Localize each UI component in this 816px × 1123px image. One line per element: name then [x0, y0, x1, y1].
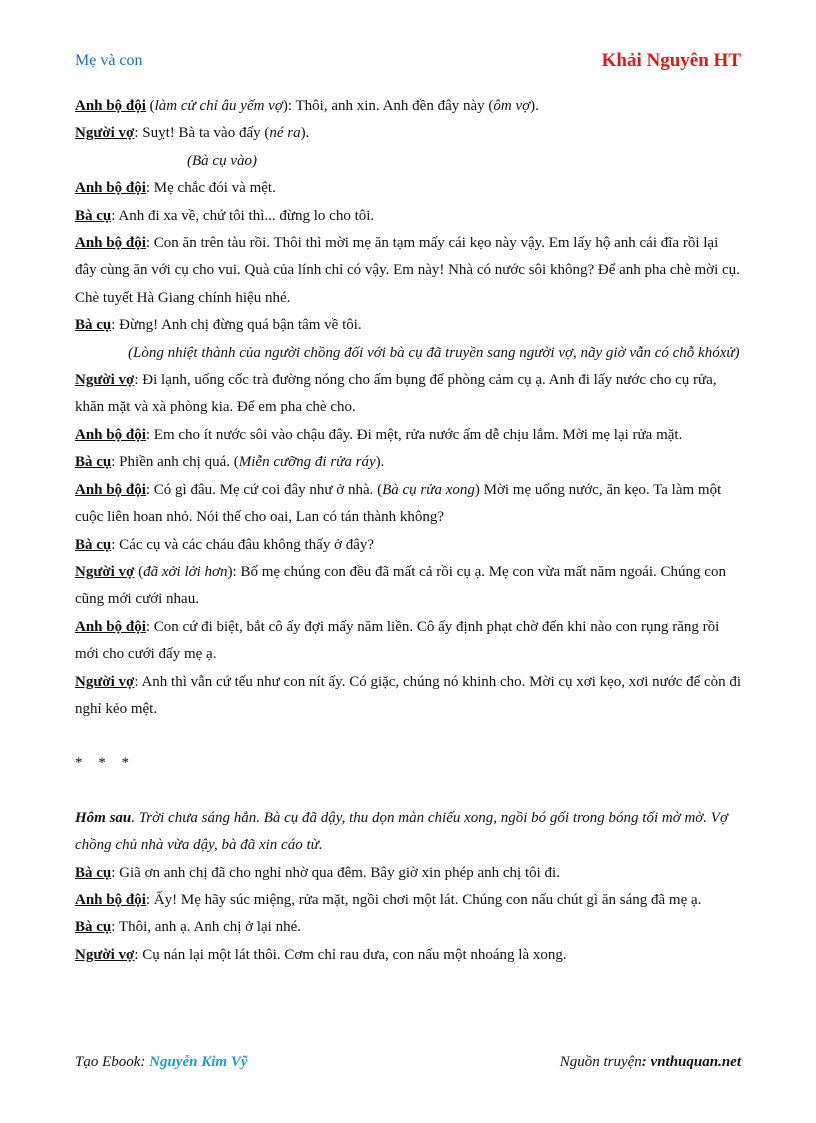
section-separator: * * *: [75, 755, 129, 772]
dialogue-line: [75, 175, 743, 202]
stage-direction: . Trời chưa sáng hẳn. Bà cụ đã dậy, thu dọn màn chiếu xong, ngồi bó gối trong bóng tối mờ mờ. Vợ chồng chủ nhà vừa dậy, bà đã xin cáo từ.: [75, 809, 728, 854]
dialogue-line: [75, 93, 743, 120]
line-text: : Phiền anh chị quá. (: [111, 454, 239, 471]
separator: :: [140, 1054, 150, 1070]
speaker: Anh bộ đội: [75, 180, 146, 197]
dialogue-line: [75, 367, 743, 422]
dialogue-line: [75, 860, 743, 887]
speaker: Bà cụ: [75, 454, 112, 471]
line-text: : Có gì đâu. Mẹ cứ coi đây như ở nhà. (: [145, 481, 383, 498]
line-text: : Suỵt! Bà ta vào đấy (: [134, 125, 270, 142]
dialogue-line: [75, 203, 743, 230]
speaker: Bà cụ: [75, 317, 112, 334]
dialogue-line: [75, 669, 743, 724]
speaker: Anh bộ đội: [75, 618, 146, 635]
document-body: [75, 93, 743, 969]
stage-direction-line: [75, 340, 743, 367]
line-text: : Anh đi xa về, chứ tôi thì... đừng lo cho tôi.: [111, 207, 375, 224]
line-text: : Anh thì vẫn cứ tếu như con nít ấy. Có giặc, chúng nó khinh cho. Mời cụ xơi kẹo, xơi nước để còn đi nghỉ kẻo mệt.: [75, 673, 742, 717]
line-text: ).: [375, 454, 385, 471]
source-site[interactable]: vnthuquan.net: [650, 1054, 741, 1070]
speaker: Bà cụ: [75, 207, 112, 224]
line-text: ) Mời mẹ uống nước, ăn kẹo. Ta làm một cuộc liên hoan nhỏ. Nói thế cho oai, Lan có tán thành không?: [75, 481, 722, 526]
dialogue-line: [75, 887, 743, 914]
dialogue-line: [75, 230, 743, 312]
line-text: ).: [300, 125, 310, 142]
line-text: : Đi lạnh, uống cốc trà đường nóng cho ấm bụng để phòng cảm cụ ạ. Anh đi lấy nước cho cụ rửa, khăn mặt và xà phòng kia. Để em pha chè cho.: [75, 372, 717, 416]
line-text: : Em cho ít nước sôi vào chậu đây. Đi mệt, rửa nước ấm dễ chịu lắm. Mời mẹ lại rửa mặt.: [145, 426, 683, 443]
dialogue-line: [75, 614, 743, 669]
stage-direction: né ra: [269, 125, 301, 142]
header-title: Mẹ và con: [75, 52, 143, 69]
narration-lead: Hôm sau: [75, 809, 132, 826]
speaker: Người vợ: [75, 372, 135, 389]
stage-direction: (Bà cụ vào): [187, 152, 257, 169]
dialogue-line: [75, 312, 743, 339]
speaker: Anh bộ đội: [75, 426, 146, 443]
header-author: Khải Nguyên HT: [601, 50, 741, 71]
stage-direction: ôm vợ: [493, 98, 531, 114]
line-text: : Cụ nán lại một lát thôi. Cơm chỉ rau dưa, con nấu một nhoáng là xong.: [134, 946, 567, 963]
line-text: (: [134, 563, 144, 580]
speaker: Người vợ: [75, 125, 135, 142]
speaker: Anh bộ đội: [75, 891, 146, 908]
speaker: Anh bộ đội: [75, 481, 146, 498]
line-text: : Giã ơn anh chị đã cho nghỉ nhờ qua đêm. Bây giờ xin phép anh chị tôi đi.: [111, 864, 560, 881]
dialogue-line: [75, 942, 743, 969]
speaker: Anh bộ đội: [75, 235, 146, 252]
speaker: Người vợ: [75, 946, 135, 963]
source-credit: [560, 1054, 741, 1071]
stage-direction: làm cử chỉ âu yếm vợ: [154, 98, 283, 114]
line-text: : Thôi, anh ạ. Anh chị ở lại nhé.: [111, 919, 301, 936]
stage-direction: Miễn cưỡng đi rửa ráy: [238, 454, 376, 471]
stage-direction: Bà cụ rửa xong: [382, 481, 475, 498]
dialogue-line: [75, 422, 743, 449]
ebook-credit: [75, 1054, 248, 1071]
line-text: ).: [530, 98, 539, 114]
narration-line: [75, 805, 743, 860]
speaker: Bà cụ: [75, 536, 112, 553]
line-text: ): Bố mẹ chúng con đều đã mất cả rồi cụ ạ. Mẹ con vừa mất năm ngoái. Chúng con cũng mới cưới nhau.: [75, 563, 726, 608]
stage-direction-line: [75, 148, 743, 175]
line-text: : Đừng! Anh chị đừng quá bận tâm về tôi.: [111, 317, 362, 334]
line-text: : Mẹ chắc đói và mệt.: [145, 180, 276, 197]
separator: :: [641, 1054, 651, 1070]
dialogue-line: [75, 914, 743, 941]
speaker: Người vợ: [75, 563, 135, 580]
line-text: : Con ăn trên tàu rồi. Thôi thì mời mẹ ăn tạm mấy cái kẹo này vậy. Em lấy hộ anh cái đĩa rồi lại đây cùng ăn với cụ cho vui. Quà của lính chỉ có vậy. Em này! Nhà có nước sôi không? Để anh pha chè mời cụ. Chè tuyết Hà Giang chính hiệu nhé.: [75, 235, 740, 306]
speaker: Bà cụ: [75, 864, 112, 881]
dialogue-line: [75, 477, 743, 532]
line-text: ): Thôi, anh xin. Anh đền đây này (: [282, 98, 494, 114]
line-text: : Các cụ và các cháu đâu không thấy ở đây?: [111, 536, 375, 553]
dialogue-line: [75, 559, 743, 614]
line-text: (: [145, 98, 155, 114]
speaker: Người vợ: [75, 673, 135, 690]
dialogue-line: [75, 449, 743, 476]
speaker: Anh bộ đội: [75, 98, 146, 114]
ebook-credit-label: Tạo Ebook: [75, 1054, 141, 1070]
line-text: : Ấy! Mẹ hãy súc miệng, rửa mặt, ngồi chơi một lát. Chúng con nấu chút gì ăn sáng đã mẹ ạ.: [145, 891, 702, 908]
line-text: : Con cứ đi biệt, bắt cô ấy đợi mấy năm liền. Cô ấy định phạt chờ đến khi nào con rụng răng rồi mới cho cưới đấy mẹ ạ.: [75, 618, 720, 663]
source-credit-label: Nguồn truyện: [559, 1054, 642, 1070]
ebook-author-name: Nguyễn Kim Vỹ: [149, 1054, 248, 1070]
page-header: [75, 50, 741, 76]
stage-direction: đã xởi lởi hơn: [143, 563, 228, 580]
stage-direction: (Lòng nhiệt thành của người chồng đối với bà cụ đã truyền sang người vợ, nãy giờ vẫn có chỗ khóxử): [128, 344, 740, 361]
speaker: Bà cụ: [75, 919, 112, 936]
dialogue-line: [75, 532, 743, 559]
dialogue-line: [75, 120, 743, 147]
